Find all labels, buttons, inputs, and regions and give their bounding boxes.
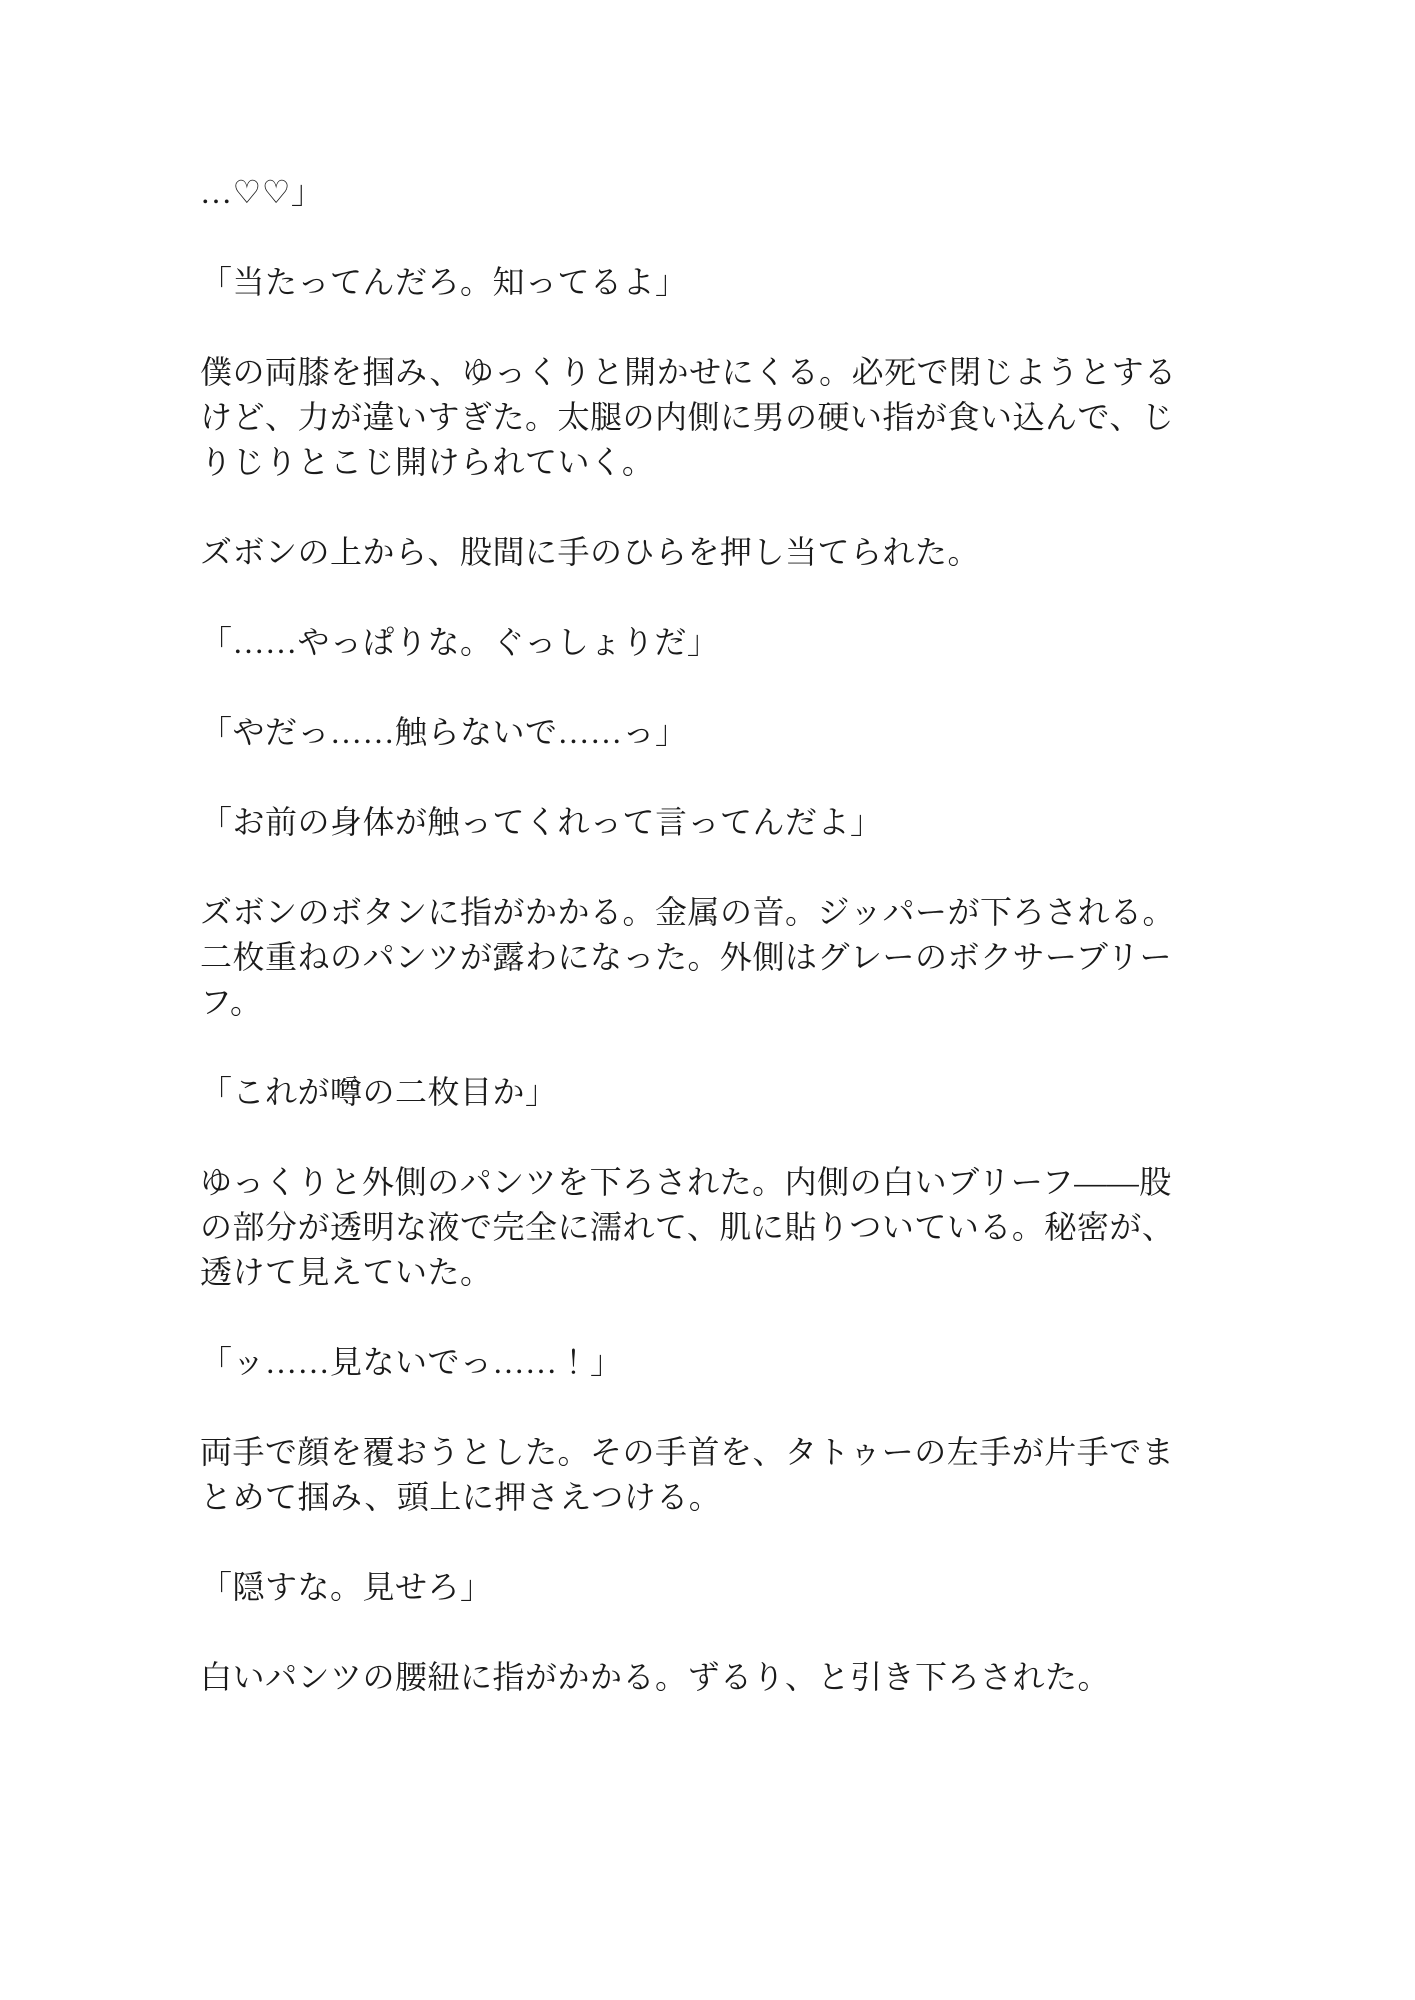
text-line: ズボンの上から、股間に手のひらを押し当てられた。 [200, 534, 981, 570]
text-line: 白いパンツの腰紐に指がかかる。ずるり、と引き下ろされた。 [200, 1659, 1111, 1695]
text-line: の部分が透明な液で完全に濡れて、肌に貼りついている。秘密が、 [200, 1209, 1175, 1245]
text-line: 僕の両膝を掴み、ゆっくりと開かせにくる。必死で閉じようとする [200, 354, 1177, 390]
text-line: 二枚重ねのパンツが露わになった。外側はグレーのボクサーブリー [200, 939, 1173, 975]
text-line: …♡♡」 [200, 174, 324, 210]
paragraph [200, 1430, 1200, 1520]
text-line: けど、力が違いすぎた。太腿の内側に男の硬い指が食い込んで、じ [200, 399, 1175, 435]
text-line: りじりとこじ開けられていく。 [200, 444, 655, 480]
text-line: とめて掴み、頭上に押さえつける。 [200, 1479, 722, 1515]
text-line: 透けて見えていた。 [200, 1254, 493, 1290]
paragraph [200, 1160, 1200, 1295]
text-line: 「これが噂の二枚目か」 [200, 1074, 558, 1110]
text-line: 「ッ……見ないでっ……！」 [200, 1344, 623, 1380]
paragraph [200, 620, 1200, 665]
text-line: 「隠すな。見せろ」 [200, 1569, 493, 1605]
paragraph [200, 1655, 1200, 1700]
paragraph [200, 1340, 1200, 1385]
paragraph [200, 260, 1200, 305]
text-line: 「やだっ……触らないで……っ」 [200, 714, 688, 750]
paragraph [200, 1070, 1200, 1115]
paragraph [200, 710, 1200, 755]
paragraph [200, 800, 1200, 845]
text-line: 「当たってんだろ。知ってるよ」 [200, 264, 688, 300]
text-line: 「……やっぱりな。ぐっしょりだ」 [200, 624, 720, 660]
paragraph [200, 350, 1200, 485]
paragraph [200, 170, 1200, 215]
paragraph [200, 530, 1200, 575]
text-line: フ。 [200, 984, 263, 1020]
text-line: ゆっくりと外側のパンツを下ろされた。内側の白いブリーフ——股 [200, 1164, 1172, 1200]
paragraph [200, 890, 1200, 1025]
text-line: 両手で顔を覆おうとした。その手首を、タトゥーの左手が片手でま [200, 1434, 1175, 1470]
text-line: 「お前の身体が触ってくれって言ってんだよ」 [200, 804, 883, 840]
paragraph [200, 1565, 1200, 1610]
page-text-content [200, 170, 1200, 1745]
text-line: ズボンのボタンに指がかかる。金属の音。ジッパーが下ろされる。 [200, 894, 1176, 930]
